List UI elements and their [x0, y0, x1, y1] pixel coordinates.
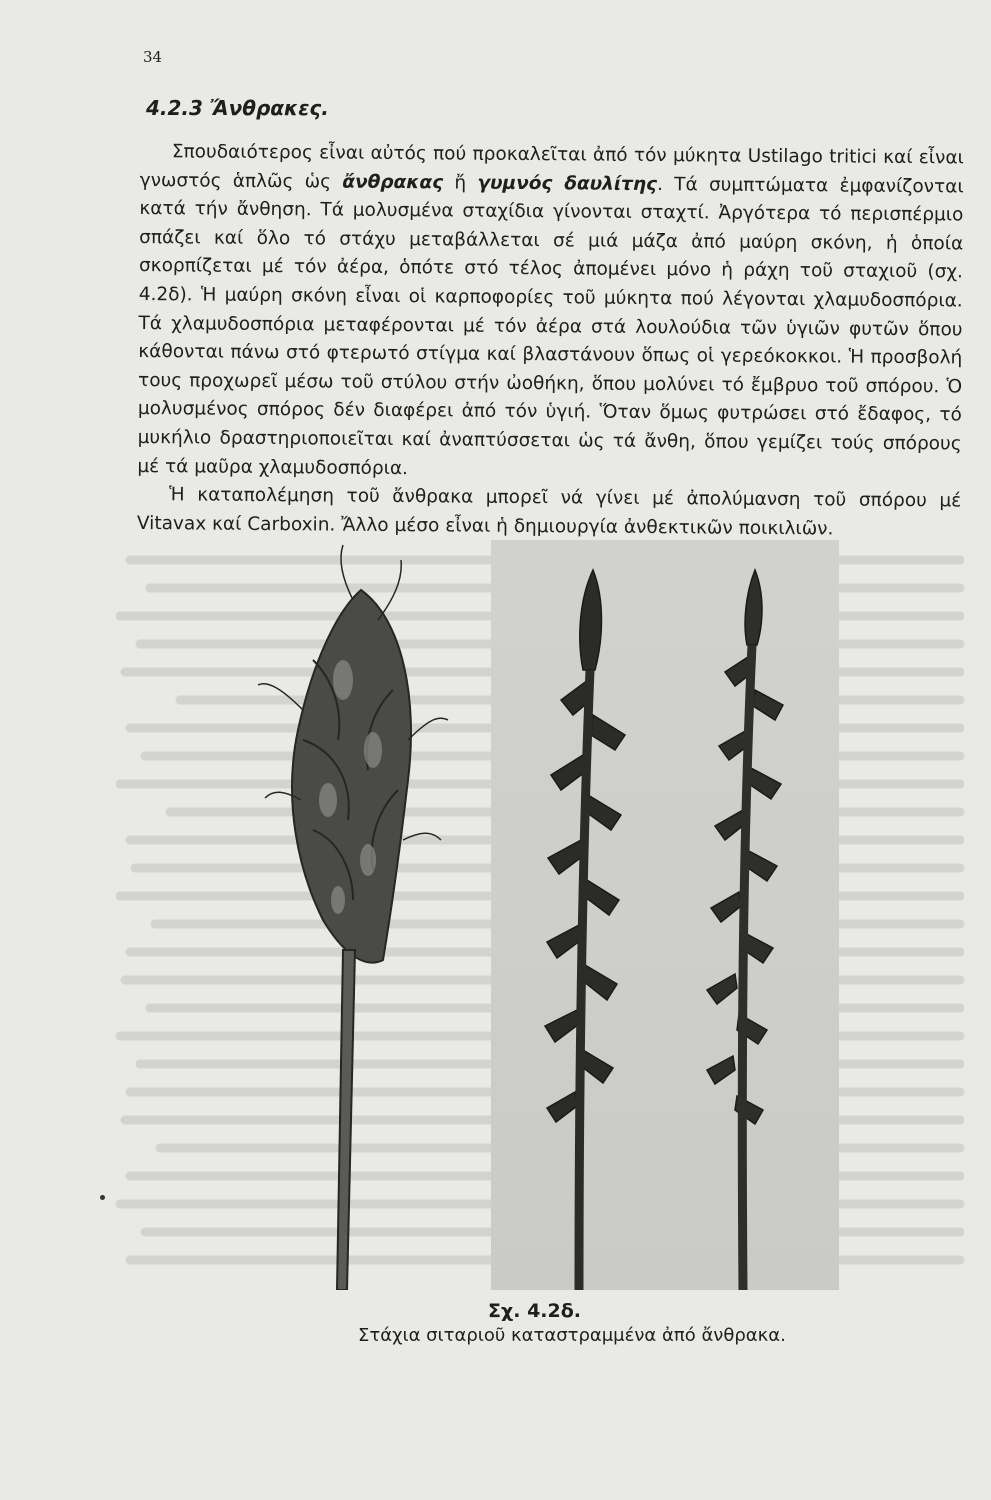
term-gymnos-davlitis: γυμνός δαυλίτης — [477, 172, 658, 195]
body-text — [137, 138, 964, 545]
page-number: 34 — [143, 48, 163, 66]
paragraph-1 — [137, 138, 964, 488]
figure-caption: Στάχια σιταριοῦ καταστραμμένα ἀπό ἄνθρακα. — [358, 1325, 786, 1346]
wheat-ears-photo — [243, 540, 839, 1290]
paragraph-1-part-3: . Τά συμπτώματα ἐμφανίζονται κατά τήν ἄνθηση. Τά μολυσμένα σταχίδια γίνονται σταχτί. Ἀργότερα τό περισπέρμιο σπάζει καί ὅλο τό στάχυ μεταβάλλεται σέ μιά μάζα ἀπό μαύρη σκόνη, ἡ ὁποία σκορπίζεται μέ τόν ἀέρα, ὁπότε στό τέλος ἀπομένει μόνο ἡ ράχη τοῦ σταχιοῦ (σχ. 4.2δ). Ἡ μαύρη σκόνη εἶναι οἱ καρποφορίες τοῦ μύκητα πού λέγονται χλαμυδοσπόρια. Τά χλαμυδοσπόρια μεταφέρονται μέ τόν ἀέρα στά λουλούδια τῶν ὑγιῶν φυτῶν ὅπου κάθονται πάνω στό φτερωτό στίγμα καί βλαστάνουν ὅπως οἱ γερεόκοκκοι. Ἡ προσβολή τους προχωρεῖ μέσω τοῦ στύλου στήν ὠοθήκη, ὅπου μολύνει τό ἔμβρυο τοῦ σπόρου. Ὁ μολυσμένος σπόρος δέν διαφέρει ἀπό τόν ὑγιή. Ὅταν ὅμως φυτρώσει στό ἔδαφος, τό μυκήλιο δραστηριοποιεῖται καί ἀναπτύσσεται ὡς τά ἄνθη, ὅπου γεμίζει τούς σπόρους μέ τά μαῦρα χλαμυδοσπόρια. — [137, 173, 964, 479]
paragraph-1-part-2: ἤ — [443, 171, 478, 194]
left-wheat-ear — [258, 545, 448, 1290]
section-heading: 4.2.3 Ἄνθρακες. — [146, 96, 329, 120]
figure-label: Σχ. 4.2δ. — [488, 1300, 581, 1322]
scan-speck — [100, 1195, 105, 1200]
term-anthrakas: ἄνθρακας — [342, 171, 444, 193]
paragraph-2: Ἡ καταπολέμηση τοῦ ἄνθρακα μπορεῖ νά γίνει μέ ἀπολύμανση τοῦ σπόρου μέ Vitavax καί Carboxin. Ἄλλο μέσο εἶναι ἡ δημιουργία ἀνθεκτικῶν ποικιλιῶν. — [136, 484, 962, 540]
paragraph-1-part-1: Σπουδαιότερος εἶναι αὐτός πού προκαλεῖται ἀπό τόν μύκητα Ustilago tritici καί εἶναι γνωστός ἁπλῶς ὡς — [139, 141, 964, 193]
